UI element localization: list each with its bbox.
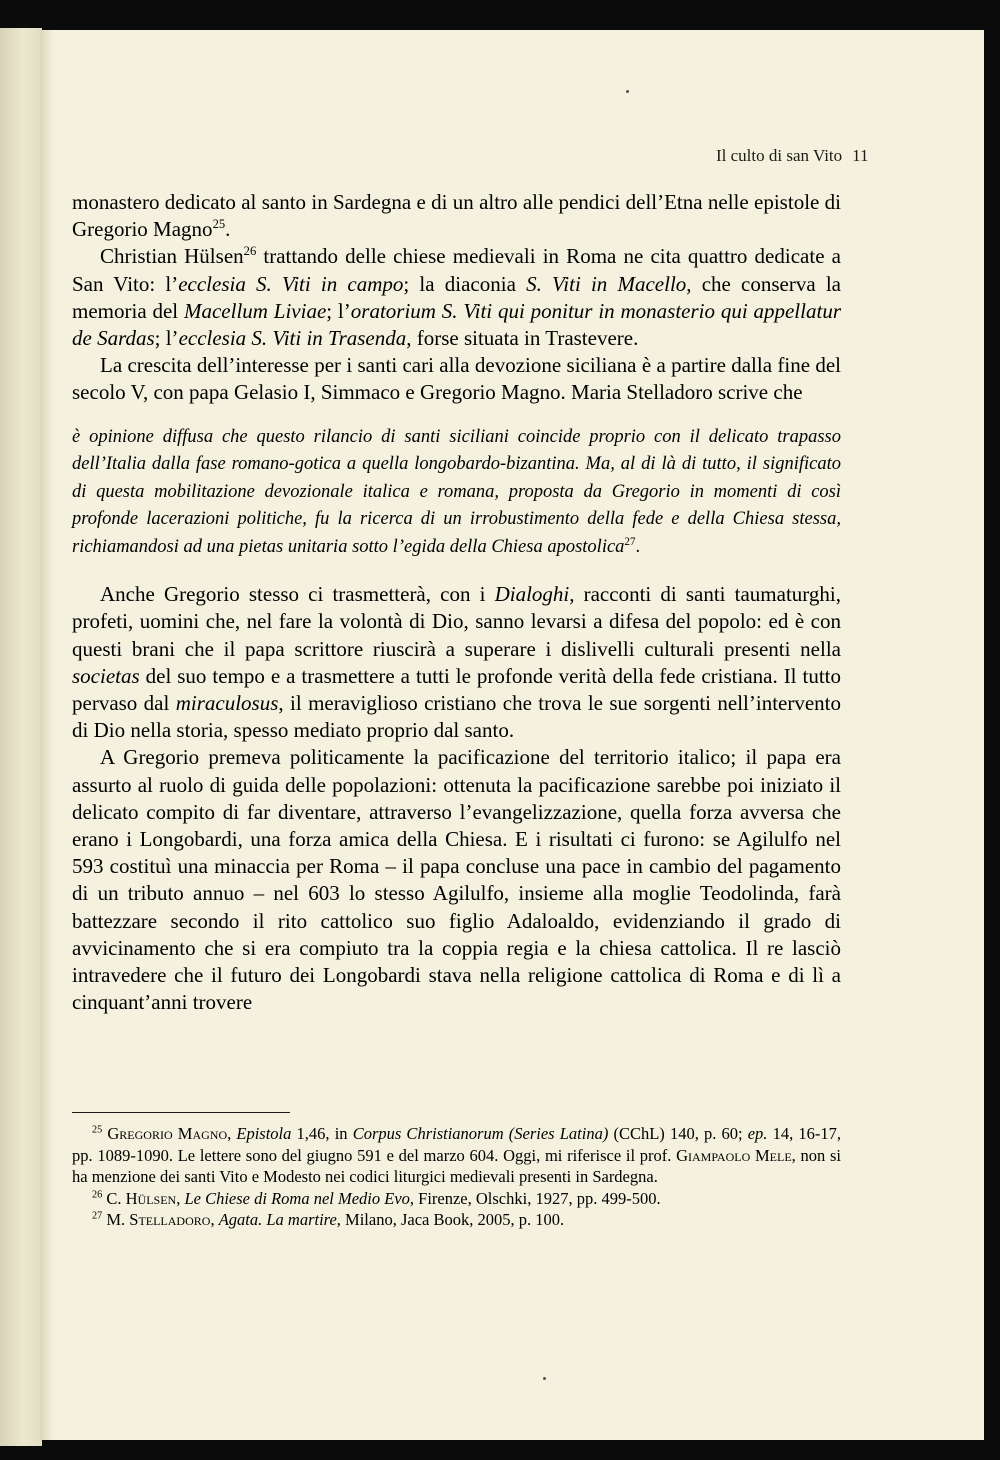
footnote-25: $^{25}$ Gregorio Magno, Epistola 1,46, in Corpus Christianorum (Series Latina) (CChL) 140, p. 60; ep. 14, 16-17, pp. 1089-1090. Le lettere sono del giugno 591 e del marzo 604. Oggi, mi riferisce il prof. Giampaolo Mele, non si ha menzione dei santi Vito e Modesto nei codici liturgici medievali presenti in Sardegna. <box>72 1124 841 1186</box>
page-speck <box>626 90 629 93</box>
footnote-ref-27[interactable]: 27 <box>624 535 636 548</box>
book-spine-edge <box>0 28 42 1446</box>
main-text <box>72 189 841 1016</box>
running-header <box>716 146 869 166</box>
footnotes <box>72 1123 841 1231</box>
footnote-ref-26[interactable]: 26 <box>243 244 257 259</box>
paragraph-3: La crescita dell’interesse per i santi cari alla devozione siciliana è a partire dalla fine del secolo V, con papa Gelasio I, Simmaco e Gregorio Magno. Maria Stelladoro scrive che <box>72 353 841 405</box>
running-title: Il culto di san Vito <box>716 146 843 165</box>
footnote-separator <box>72 1112 290 1113</box>
footnote-26: $^{26}$ C. Hülsen, Le Chiese di Roma nel Medio Evo, Firenze, Olschki, 1927, pp. 499-500. <box>92 1188 661 1208</box>
footnote-27: $^{27}$ M. Stelladoro, Agata. La martire, Milano, Jaca Book, 2005, p. 100. <box>92 1210 565 1229</box>
footnote-ref-25[interactable]: 25 <box>212 217 226 232</box>
block-quote: è opinione diffusa che questo rilancio di santi siciliani coincide proprio con il delicato trapasso dell’Italia dalla fase romano-gotica a quella longobardo-bizantina. Ma, al di là di tutto, il significato di questa mobilitazione devozionale italica e romana, proposta da Gregorio in momenti di così profonde lacerazioni politiche, fu la ricerca di un irrobustimento della fede e della Chiesa stessa, richiamandosi ad una pietas unitaria sotto l’egida della Chiesa apostolica$^{27}$. <box>72 426 841 557</box>
paragraph-4: Anche Gregorio stesso ci trasmetterà, con i Dialoghi, racconti di santi taumaturghi, profeti, uomini che, nel fare la volontà di Dio, sanno levarsi a difesa del popolo: ed è con questi brani che il papa scrittore riuscirà a superare i dislivelli culturali presenti nella societas del suo tempo e a trasmettere a tutti le profonde verità della fede cristiana. Il tutto pervaso dal miraculosus, il meraviglioso cristiano che trova le sue sorgenti nell’intervento di Dio nella storia, spesso mediato proprio dal santo. <box>72 582 841 743</box>
paragraph-2: Christian Hülsen$^{26}$ trattando delle chiese medievali in Roma ne cita quattro dedicate a San Vito: l’ecclesia S. Viti in campo; la diaconia S. Viti in Macello, che conserva la memoria del Macellum Liviae; l’oratorium S. Viti qui ponitur in monasterio qui appellatur de Sardas; l’ecclesia S. Viti in Trasenda, forse situata in Trastevere. <box>72 244 841 351</box>
page-number: 11 <box>852 146 869 165</box>
page-speck <box>543 1377 546 1380</box>
paragraph-1: monastero dedicato al santo in Sardegna e di un altro alle pendici dell’Etna nelle epistole di Gregorio Magno$^{25}$. <box>72 190 841 242</box>
paragraph-5: A Gregorio premeva politicamente la pacificazione del territorio italico; il papa era assurto al ruolo di guida delle popolazioni: ottenuta la pacificazione sarebbe poi iniziato il delicato compito di far diventare, attraverso l’evangelizzazione, quella forza avversa che erano i Longobardi, una forza amica della Chiesa. E i risultati ci furono: se Agilulfo nel 593 costituì una minaccia per Roma – il papa concluse una pace in cambio del pagamento di un tributo annuo – nel 603 lo stesso Agilulfo, insieme alla moglie Teodolinda, farà battezzare secondo il rito cattolico suo figlio Adaloaldo, evidenziando il grado di avvicinamento che si era compiuto tra la coppia regia e la chiesa cattolica. Il re lasciò intravedere che il futuro dei Longobardi stava nella religione cattolica di Roma e di lì a cinquant’anni trovere <box>72 745 841 1015</box>
